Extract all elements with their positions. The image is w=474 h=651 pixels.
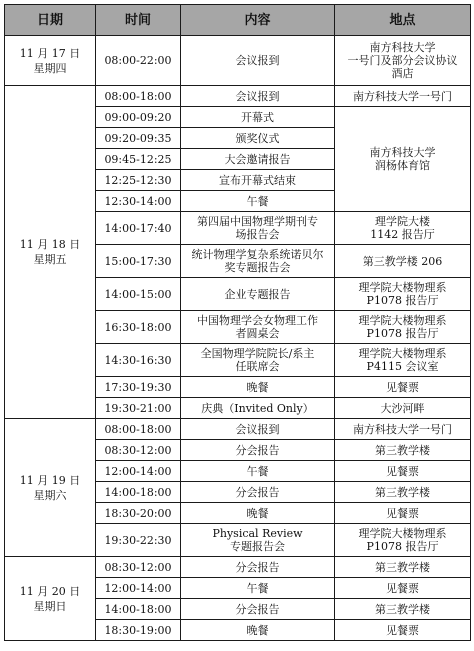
time-cell: 08:30-12:00 <box>96 440 181 461</box>
time-cell: 09:20-09:35 <box>96 128 181 149</box>
content-cell: 颁奖仪式 <box>181 128 335 149</box>
content-cell: 庆典（Invited Only） <box>181 398 335 419</box>
date-cell <box>5 419 96 557</box>
time-cell: 19:30-21:00 <box>96 398 181 419</box>
date-cell <box>5 557 96 641</box>
location-cell: 见餐票 <box>335 377 471 398</box>
date-cell <box>5 36 96 86</box>
content-cell: 分会报告 <box>181 599 335 620</box>
date-label: 11 月 19 日 <box>19 473 81 487</box>
location-cell: 理学院大楼物理系 P1078 报告厅 <box>335 311 471 344</box>
content-cell: 宣布开幕式结束 <box>181 170 335 191</box>
weekday-label: 星期六 <box>33 488 67 502</box>
time-cell: 14:00-15:00 <box>96 278 181 311</box>
time-cell: 15:00-17:30 <box>96 245 181 278</box>
location-cell: 理学院大楼 1142 报告厅 <box>335 212 471 245</box>
location-cell: 理学院大楼物理系 P1078 报告厅 <box>335 524 471 557</box>
time-cell: 17:30-19:30 <box>96 377 181 398</box>
content-cell: 开幕式 <box>181 107 335 128</box>
location-cell: 见餐票 <box>335 503 471 524</box>
content-cell: 晚餐 <box>181 620 335 641</box>
time-cell: 14:00-18:00 <box>96 482 181 503</box>
weekday-label: 星期五 <box>33 253 67 266</box>
time-cell: 09:00-09:20 <box>96 107 181 128</box>
time-cell: 08:00-18:00 <box>96 86 181 107</box>
content-cell: 大会邀请报告 <box>181 149 335 170</box>
content-cell: 全国物理学院院长/系主 任联席会 <box>181 344 335 377</box>
content-cell: 午餐 <box>181 578 335 599</box>
table-row <box>5 419 471 440</box>
location-cell: 理学院大楼物理系 P4115 会议室 <box>335 344 471 377</box>
table-row <box>5 557 471 578</box>
header-time: 时间 <box>96 5 181 36</box>
time-cell: 09:45-12:25 <box>96 149 181 170</box>
content-cell: 会议报到 <box>181 419 335 440</box>
time-cell: 19:30-22:30 <box>96 524 181 557</box>
location-cell: 第三教学楼 206 <box>335 245 471 278</box>
content-cell: 会议报到 <box>181 86 335 107</box>
content-cell: 晚餐 <box>181 377 335 398</box>
content-cell: 晚餐 <box>181 503 335 524</box>
header-content: 内容 <box>181 5 335 36</box>
location-cell: 大沙河畔 <box>335 398 471 419</box>
content-cell: 分会报告 <box>181 482 335 503</box>
schedule-table <box>4 4 471 641</box>
location-cell: 第三教学楼 <box>335 440 471 461</box>
date-label: 11 月 20 日 <box>19 584 81 598</box>
content-cell: 第四届中国物理学期刊专 场报告会 <box>181 212 335 245</box>
time-cell: 16:30-18:00 <box>96 311 181 344</box>
location-cell: 见餐票 <box>335 578 471 599</box>
header-date: 日期 <box>5 5 96 36</box>
content-cell: 午餐 <box>181 461 335 482</box>
content-cell: 午餐 <box>181 191 335 212</box>
location-cell: 第三教学楼 <box>335 557 471 578</box>
time-cell: 08:00-22:00 <box>96 36 181 86</box>
location-cell: 见餐票 <box>335 461 471 482</box>
date-label: 11 月 18 日 <box>19 238 81 251</box>
content-cell: 分会报告 <box>181 440 335 461</box>
time-cell: 14:30-16:30 <box>96 344 181 377</box>
time-cell: 12:00-14:00 <box>96 461 181 482</box>
time-cell: 18:30-19:00 <box>96 620 181 641</box>
time-cell: 08:00-18:00 <box>96 419 181 440</box>
schedule-body <box>5 36 471 641</box>
date-label: 11 月 17 日 <box>19 46 81 60</box>
weekday-label: 星期日 <box>33 599 67 613</box>
location-cell: 第三教学楼 <box>335 599 471 620</box>
time-cell: 12:25-12:30 <box>96 170 181 191</box>
time-cell: 14:00-18:00 <box>96 599 181 620</box>
table-row <box>5 86 471 107</box>
table-row <box>5 36 471 86</box>
time-cell: 12:00-14:00 <box>96 578 181 599</box>
content-cell: 企业专题报告 <box>181 278 335 311</box>
location-cell: 第三教学楼 <box>335 482 471 503</box>
date-cell <box>5 86 96 419</box>
weekday-label: 星期四 <box>33 61 67 75</box>
location-cell: 南方科技大学 润杨体育馆 <box>335 107 471 212</box>
content-cell: 会议报到 <box>181 36 335 86</box>
content-cell: Physical Review 专题报告会 <box>181 524 335 557</box>
content-cell: 分会报告 <box>181 557 335 578</box>
location-cell: 理学院大楼物理系 P1078 报告厅 <box>335 278 471 311</box>
time-cell: 12:30-14:00 <box>96 191 181 212</box>
time-cell: 08:30-12:00 <box>96 557 181 578</box>
content-cell: 统计物理学复杂系统诺贝尔 奖专题报告会 <box>181 245 335 278</box>
location-cell: 南方科技大学一号门 <box>335 86 471 107</box>
content-cell: 中国物理学会女物理工作 者圆桌会 <box>181 311 335 344</box>
time-cell: 18:30-20:00 <box>96 503 181 524</box>
time-cell: 14:00-17:40 <box>96 212 181 245</box>
header-location: 地点 <box>335 5 471 36</box>
location-cell: 见餐票 <box>335 620 471 641</box>
header-row <box>5 5 471 36</box>
location-cell: 南方科技大学一号门 <box>335 419 471 440</box>
location-cell: 南方科技大学 一号门及部分会议协议 酒店 <box>335 36 471 86</box>
